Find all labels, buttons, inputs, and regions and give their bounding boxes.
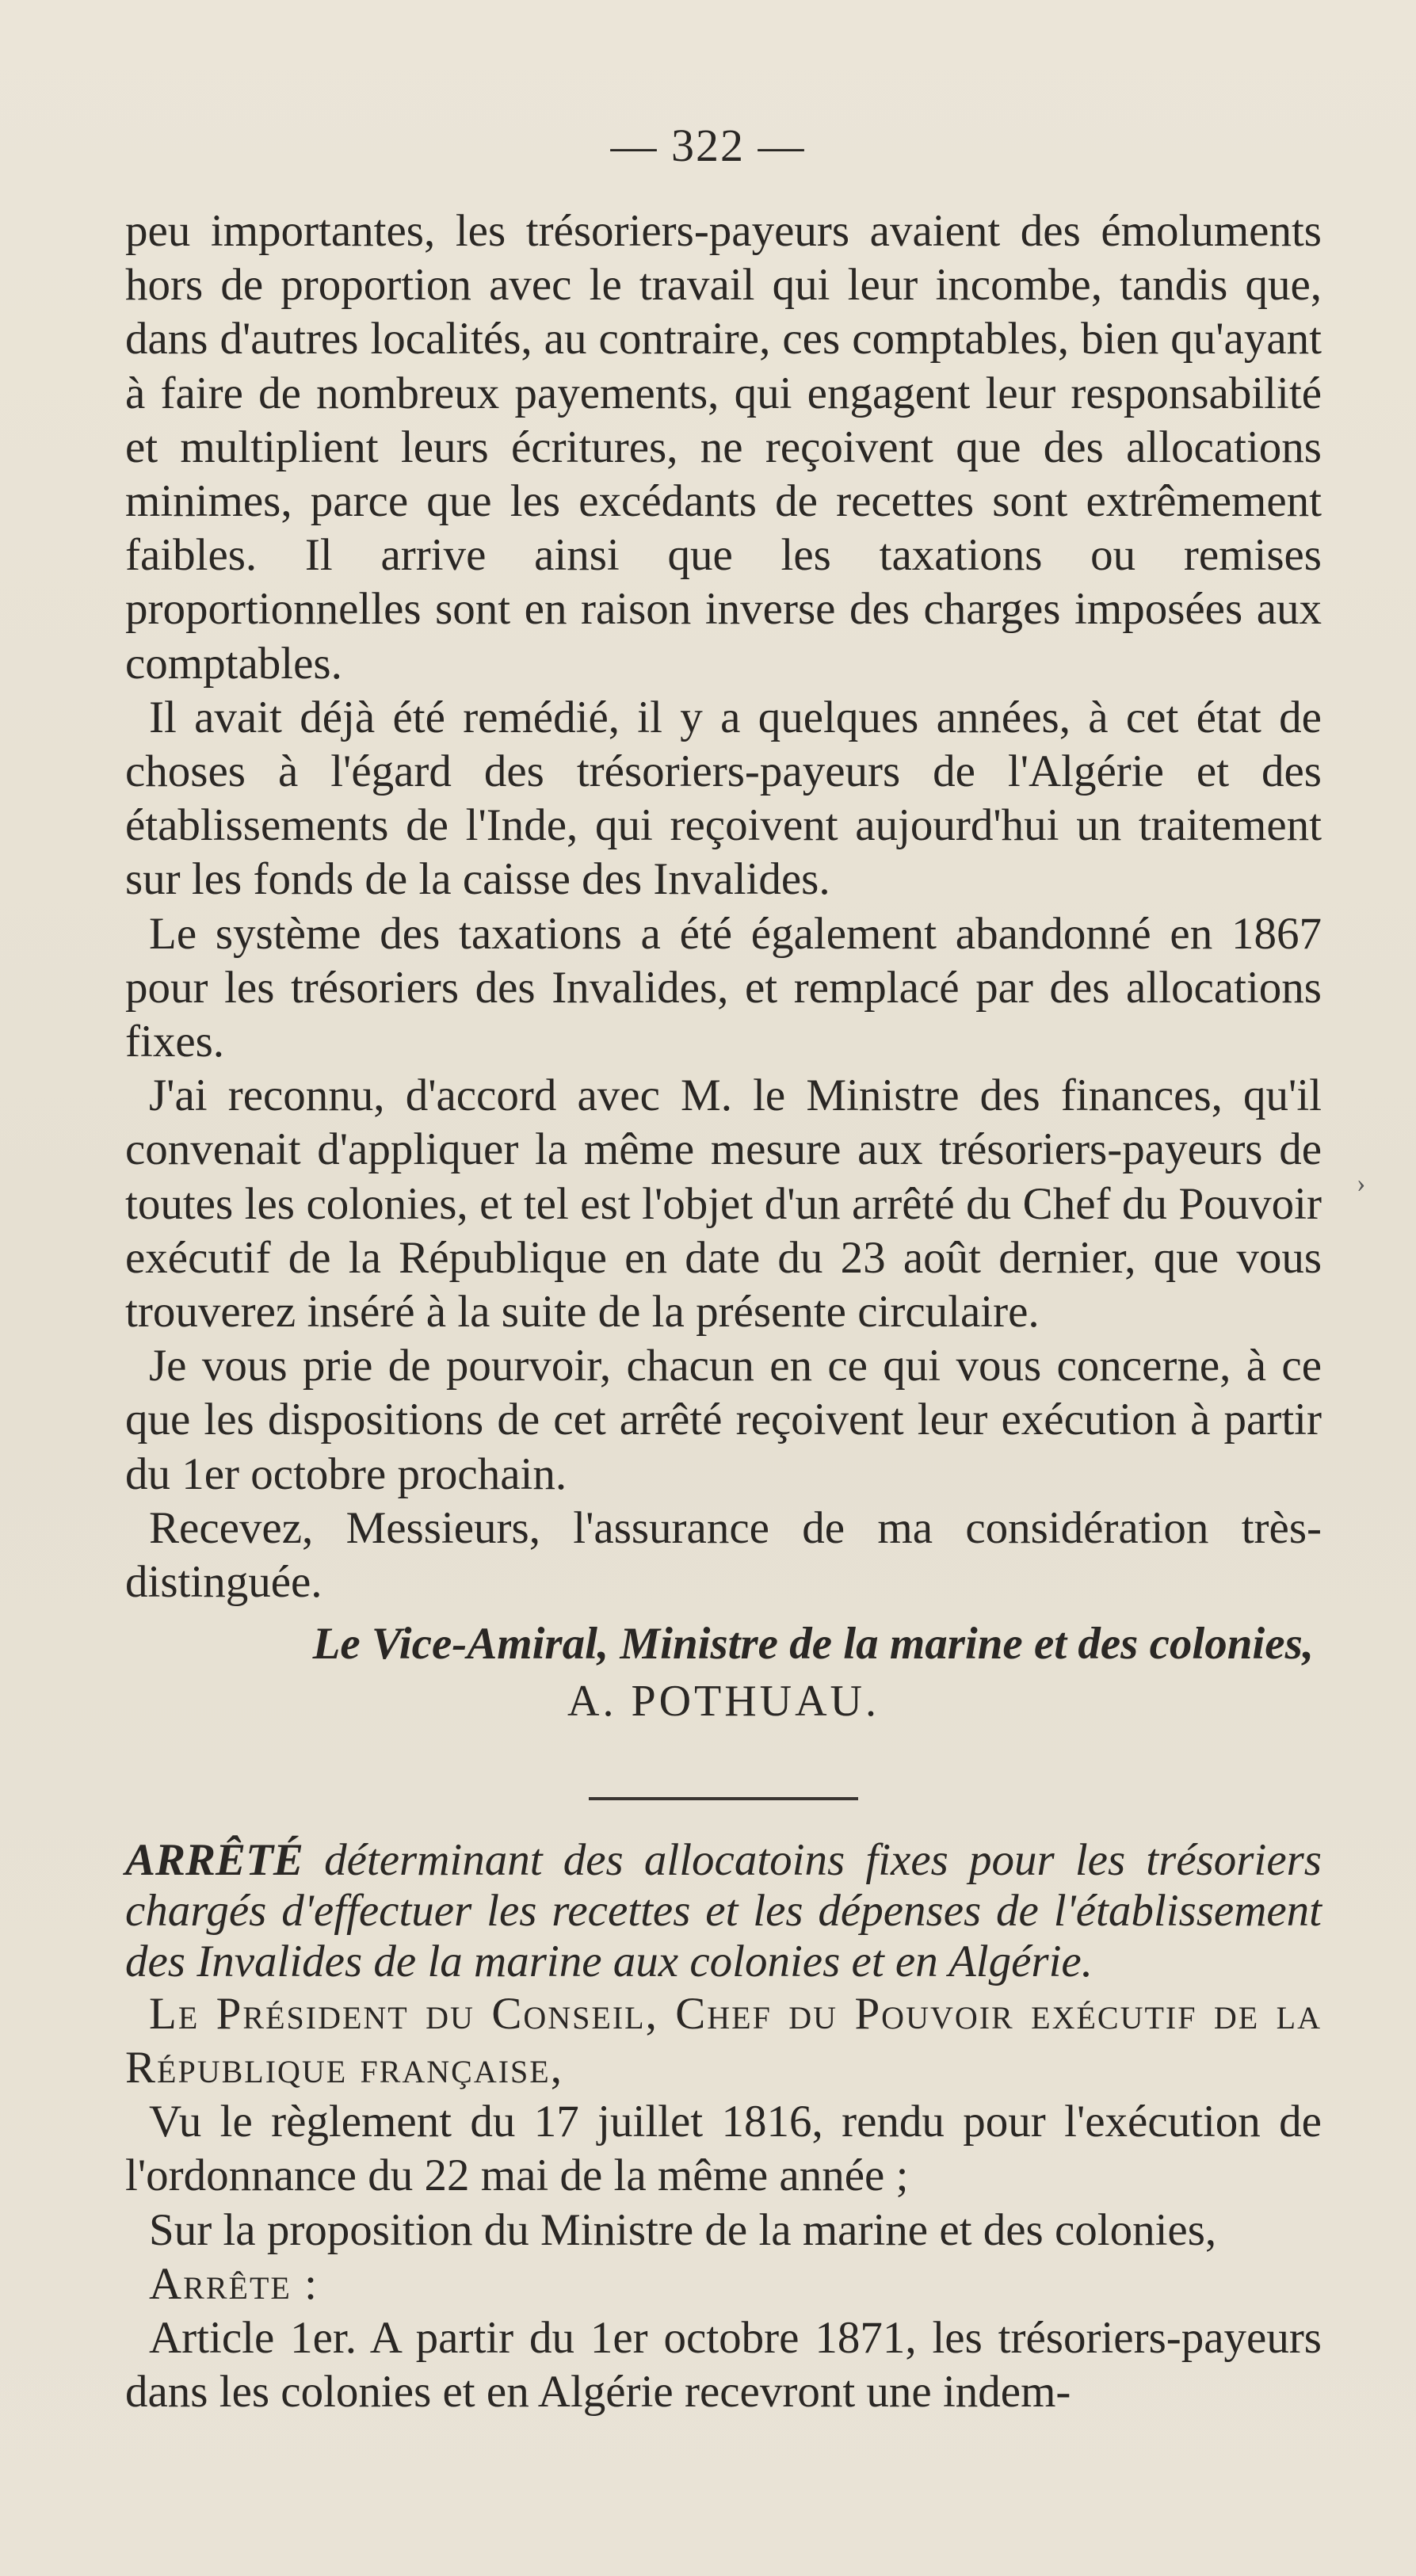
paragraph-6: Recevez, Messieurs, l'assurance de ma considération très-distinguée. (125, 1502, 1322, 1608)
paragraph-5: Je vous prie de pourvoir, chacun en ce qui vous concerne, à ce que les dispositions de cet arrêté reçoivent leur exécution à partir du 1er octobre prochain. (125, 1341, 1322, 1499)
paragraph-1: peu importantes, les trésoriers-payeurs avaient des émoluments hors de proportion avec le travail qui leur incombe, tandis que, dans d'autres localités, au contraire, ces comptables, bien qu'ayant à faire de nombreux payements, qui engagent leur responsabilité et multiplient leurs écritures, ne reçoivent que des allocations minimes, parce que les excédants de recettes sont extrêmement faibles. Il arrive ainsi que les taxations ou remises proportionnelles sont en raison inverse des charges imposées aux comptables. (125, 206, 1322, 689)
body-text (125, 204, 1322, 2419)
page-number: — 322 — (610, 120, 806, 171)
arrete-article-1: Article 1er. A partir du 1er octobre 1871, les trésoriers-payeurs dans les colonies et en Algérie recevront une indem- (125, 2312, 1322, 2418)
arrete-preamble: Le Président du Conseil, Chef du Pouvoir exécutif de la République française, (125, 1988, 1322, 2093)
paragraph-3: Le système des taxations a été également abandonné en 1867 pour les trésoriers des Invalides, et remplacé par des allocations fixes. (125, 908, 1322, 1067)
arrete-title-lead: ARRÊTÉ (125, 1834, 303, 1885)
margin-mark: › (1357, 1169, 1366, 1198)
arrete-title (125, 1835, 1322, 1987)
paragraph-2: Il avait déjà été remédié, il y a quelques années, à cet état de choses à l'égard des trésoriers-payeurs de l'Algérie et des établissements de l'Inde, qui reçoivent aujourd'hui un traitement sur les fonds de la caisse des Invalides. (125, 692, 1322, 905)
arrete-word: Arrête : (149, 2258, 319, 2309)
paragraph-4: J'ai reconnu, d'accord avec M. le Ministre des finances, qu'il convenait d'appliquer la même mesure aux trésoriers-payeurs de toutes les colonies, et tel est l'objet d'un arrêté du Chef du Pouvoir exécutif de la République en date du 23 août dernier, que vous trouverez inséré à la suite de la présente circulaire. (125, 1070, 1322, 1338)
arrete-title-rest: déterminant des allocatoins fixes pour les trésoriers chargés d'effectuer les recettes et les dépenses de l'établissement des Invalides de la marine aux colonies et en Algérie. (125, 1834, 1322, 1986)
section-divider (589, 1797, 858, 1800)
signature-name: A. POTHUAU. (567, 1677, 880, 1727)
arrete-sur: Sur la proposition du Ministre de la marine et des colonies, (149, 2204, 1217, 2255)
signature-role: Le Vice-Amiral, Ministre de la marine et des colonies, (312, 1619, 1314, 1670)
arrete-vu: Vu le règlement du 17 juillet 1816, rendu pour l'exécution de l'ordonnance du 22 mai de la même année ; (125, 2097, 1322, 2201)
